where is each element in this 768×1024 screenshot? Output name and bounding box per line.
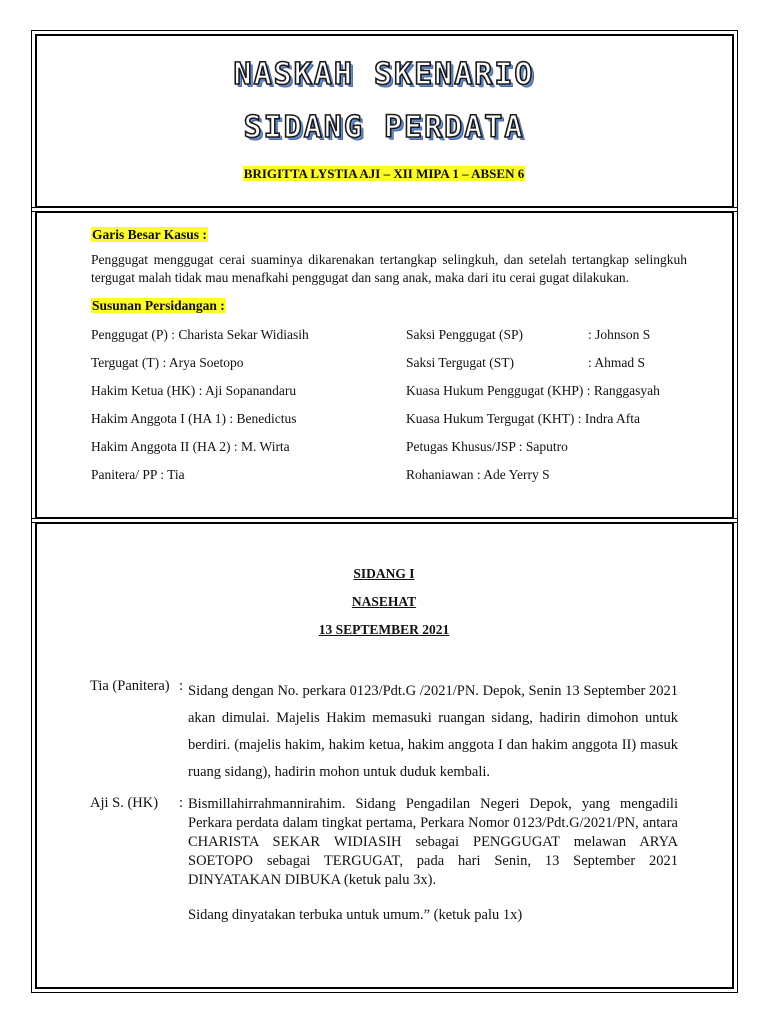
case-heading-text: Garis Besar Kasus : [92,227,207,242]
participant-left: Penggugat (P) : Charista Sekar Widiasih [91,327,309,342]
author-highlight: BRIGITTA LYSTIA AJI – XII MIPA 1 – ABSEN 6 [243,166,525,181]
composition-heading-text: Susunan Persidangan : [92,298,225,313]
page-subtitle: SIDANG PERDATA [243,110,525,145]
session-date-text: 13 SEPTEMBER 2021 [318,622,450,637]
case-heading [91,227,208,243]
dialogue-speaker: Aji S. (HK) [90,795,159,811]
participant-right-value: : Johnson S [588,327,651,342]
case-summary: Penggugat menggugat cerai suaminya dikarenakan tertangkap selingkuh, dan setelah tertangkap selingkuh tergugat malah tidak mau menafkahi penggugat dan sang anak, maka dari itu cerai gugat dilakukan. [91,252,687,285]
session-title-text: SIDANG I [353,566,415,581]
dialogue-text: Sidang dengan No. perkara 0123/Pdt.G /2021/PN. Depok, Senin 13 September 2021 akan dimulai. Majelis Hakim memasuki ruangan sidang, hadirin dimohon untuk berdiri. (majelis hakim, hakim ketua, hakim anggota I dan hakim anggota II) masuk ruang sidang), hadirin mohon untuk duduk kembali. [188,683,678,780]
participant-right-value: : Ahmad S [588,355,646,370]
page-title: NASKAH SKENARIO [233,57,535,92]
participant-left: Hakim Ketua (HK) : Aji Sopanandaru [91,383,297,398]
participant-right-label: Kuasa Hukum Penggugat (KHP) : Ranggasyah [406,383,660,398]
dialogue-text: Bismillahirrahmannirahim. Sidang Pengadilan Negeri Depok, yang mengadili Perkara perdata dalam tingkat pertama, Perkara Nomor 0123/Pdt.G/2021/PN, antara CHARISTA SEKAR WIDIASIH sebagai PENGGUGAT melawan ARYA SOETOPO sebagai TERGUGAT, pada hari Senin, 13 September 2021 DINYATAKAN DIBUKA (ketuk palu 3x). [188,796,678,888]
session-date [0,622,768,638]
dialogue-colon: : [179,678,184,694]
participant-right-label: Saksi Tergugat (ST) [406,355,515,370]
dialogue-text-extra: Sidang dinyatakan terbuka untuk umum.” (ketuk palu 1x) [188,907,523,923]
session-subtitle-text: NASEHAT [351,594,417,609]
composition-heading [91,298,226,314]
participant-right-label: Petugas Khusus/JSP : Saputro [406,439,568,454]
participant-right-label: Rohaniawan : Ade Yerry S [406,467,550,482]
participant-left: Hakim Anggota II (HA 2) : M. Wirta [91,439,290,454]
participant-left: Panitera/ PP : Tia [91,467,185,482]
dialogue-colon: : [179,795,184,811]
session-subtitle [0,594,768,610]
dialogue-speaker: Tia (Panitera) [90,678,170,694]
participant-right-label: Kuasa Hukum Tergugat (KHT) : Indra Afta [406,411,640,426]
participant-left: Tergugat (T) : Arya Soetopo [91,355,244,370]
participant-right-label: Saksi Penggugat (SP) [406,327,524,342]
participant-left: Hakim Anggota I (HA 1) : Benedictus [91,411,297,426]
author-line [0,166,768,182]
session-title [0,566,768,582]
